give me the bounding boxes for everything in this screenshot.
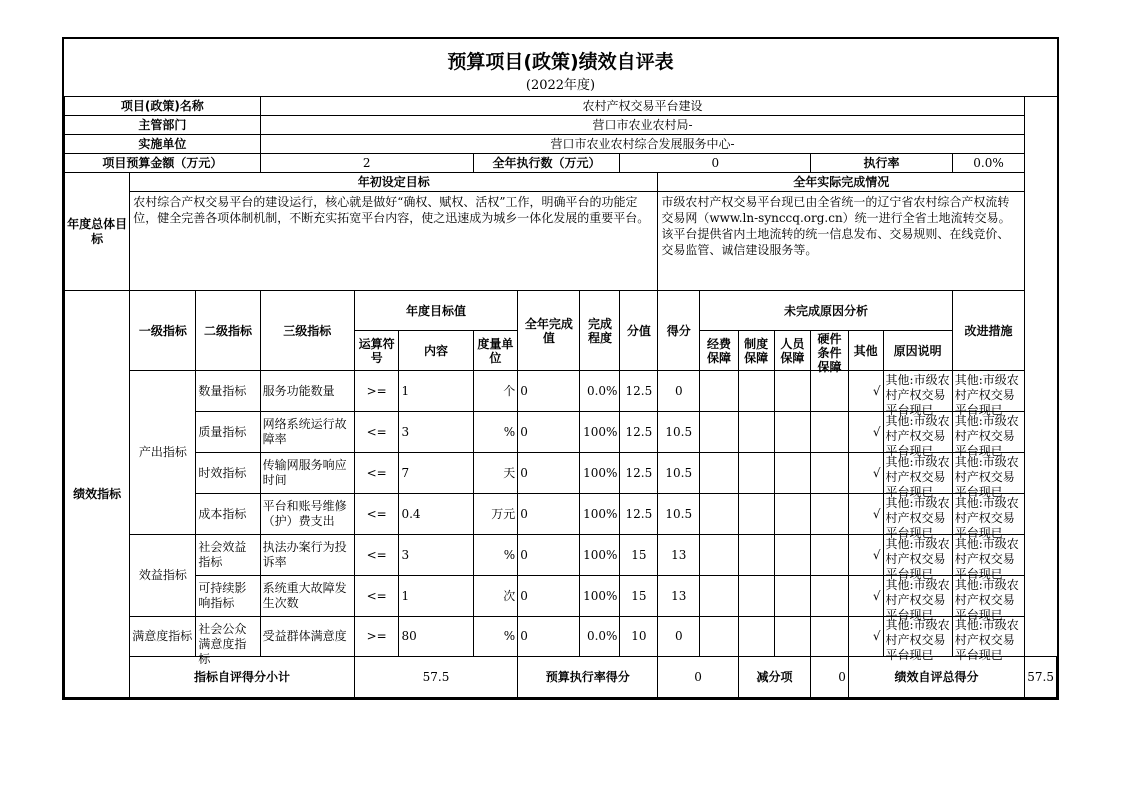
header-reasons: 未完成原因分析 (700, 291, 953, 331)
degree-cell: 100% (580, 494, 620, 535)
content-cell: 1 (399, 371, 473, 412)
check-mark: √ (848, 371, 883, 412)
header-hardware: 硬件条件保障 (811, 331, 849, 371)
system-cell (738, 412, 774, 453)
content-cell: 3 (399, 535, 473, 576)
explain-cell: 其他:市级农村产权交易平台现已 (883, 412, 952, 453)
improve-cell: 其他:市级农村产权交易平台现已 (952, 617, 1025, 657)
table-row (65, 576, 1057, 617)
unit-cell: 天 (473, 453, 518, 494)
improve-cell: 其他:市级农村产权交易平台现已 (952, 535, 1025, 576)
goals-section-label: 年度总体目标 (65, 173, 130, 291)
budget-score-value: 0 (658, 657, 738, 698)
system-cell (738, 576, 774, 617)
operator-cell: >= (354, 371, 399, 412)
level2-cell: 可持续影响指标 (196, 576, 260, 617)
explain-cell: 其他:市级农村产权交易平台现已 (883, 535, 952, 576)
actual-cell: 0 (518, 412, 580, 453)
content-cell: 7 (399, 453, 473, 494)
exec-label: 全年执行数（万元） (473, 154, 620, 173)
explain-cell: 其他:市级农村产权交易平台现已 (883, 371, 952, 412)
subtotal-label: 指标自评得分小计 (130, 657, 355, 698)
degree-cell: 100% (580, 535, 620, 576)
degree-cell: 100% (580, 453, 620, 494)
degree-cell: 0.0% (580, 617, 620, 657)
score-cell: 13 (658, 535, 700, 576)
unit-cell: % (473, 617, 518, 657)
table-row (65, 453, 1057, 494)
actual-cell: 0 (518, 576, 580, 617)
staff-cell (774, 576, 811, 617)
hardware-cell (811, 535, 849, 576)
score-cell: 10.5 (658, 453, 700, 494)
funding-cell (700, 535, 739, 576)
hardware-cell (811, 617, 849, 657)
header-operator: 运算符号 (354, 331, 399, 371)
header-score-value: 分值 (620, 291, 658, 371)
score-cell: 13 (658, 576, 700, 617)
check-mark: √ (848, 617, 883, 657)
header-actual: 全年完成值 (518, 291, 580, 371)
degree-cell: 100% (580, 412, 620, 453)
level3-cell: 网络系统运行故障率 (260, 412, 354, 453)
header-content: 内容 (399, 331, 473, 371)
rate-value: 0.0% (952, 154, 1025, 173)
unit-cell: % (473, 535, 518, 576)
unit: 营口市农业农村综合发展服务中心- (260, 135, 1025, 154)
header-funding: 经费保障 (700, 331, 739, 371)
header-explain: 原因说明 (883, 331, 952, 371)
level3-cell: 受益群体满意度 (260, 617, 354, 657)
improve-cell: 其他:市级农村产权交易平台现已 (952, 576, 1025, 617)
score-cell: 10.5 (658, 494, 700, 535)
hardware-cell (811, 576, 849, 617)
group-satisfaction: 满意度指标 (130, 617, 196, 657)
sheet-title: 预算项目(政策)绩效自评表 (447, 51, 674, 73)
funding-cell (700, 576, 739, 617)
sheet-subtitle: (2022年度) (525, 78, 596, 93)
operator-cell: >= (354, 617, 399, 657)
score-cell: 10.5 (658, 412, 700, 453)
deduct-value: 0 (811, 657, 849, 698)
actual-cell: 0 (518, 617, 580, 657)
total-value: 57.5 (1025, 657, 1057, 698)
score-cell: 0 (658, 371, 700, 412)
content-cell: 1 (399, 576, 473, 617)
score-value-cell: 15 (620, 535, 658, 576)
content-cell: 3 (399, 412, 473, 453)
staff-cell (774, 412, 811, 453)
budget-amount: 2 (260, 154, 473, 173)
explain-cell: 其他:市级农村产权交易平台现已 (883, 453, 952, 494)
explain-cell: 其他:市级农村产权交易平台现已 (883, 494, 952, 535)
dept: 营口市农业农村局- (260, 116, 1025, 135)
group-benefit: 效益指标 (130, 535, 196, 617)
header-level1: 一级指标 (130, 291, 196, 371)
unit-cell: 万元 (473, 494, 518, 535)
title-area (64, 39, 1057, 97)
initial-goal-header: 年初设定目标 (130, 173, 658, 192)
improve-cell: 其他:市级农村产权交易平台现已 (952, 412, 1025, 453)
actual-cell: 0 (518, 494, 580, 535)
header-staff: 人员保障 (774, 331, 811, 371)
header-score: 得分 (658, 291, 700, 371)
actual-cell: 0 (518, 535, 580, 576)
level3-cell: 系统重大故障发生次数 (260, 576, 354, 617)
unit-label: 实施单位 (65, 135, 261, 154)
total-label: 绩效自评总得分 (848, 657, 1024, 698)
operator-cell: <= (354, 576, 399, 617)
hardware-cell (811, 371, 849, 412)
budget-label: 项目预算金额（万元） (65, 154, 261, 173)
staff-cell (774, 371, 811, 412)
score-value-cell: 12.5 (620, 371, 658, 412)
dept-label: 主管部门 (65, 116, 261, 135)
check-mark: √ (848, 453, 883, 494)
staff-cell (774, 535, 811, 576)
score-value-cell: 10 (620, 617, 658, 657)
perf-section-label: 绩效指标 (65, 291, 130, 698)
level2-cell: 社会公众满意度指标 (196, 617, 260, 657)
system-cell (738, 371, 774, 412)
unit-cell: 个 (473, 371, 518, 412)
funding-cell (700, 453, 739, 494)
staff-cell (774, 617, 811, 657)
explain-cell: 其他:市级农村产权交易平台现已 (883, 576, 952, 617)
actual-goal-header: 全年实际完成情况 (658, 173, 1025, 192)
level3-cell: 传输网服务响应时间 (260, 453, 354, 494)
system-cell (738, 453, 774, 494)
unit-cell: 次 (473, 576, 518, 617)
funding-cell (700, 412, 739, 453)
operator-cell: <= (354, 412, 399, 453)
staff-cell (774, 494, 811, 535)
header-level2: 二级指标 (196, 291, 260, 371)
self-evaluation-sheet (62, 37, 1059, 700)
level3-cell: 执法办案行为投诉率 (260, 535, 354, 576)
unit-cell: % (473, 412, 518, 453)
funding-cell (700, 371, 739, 412)
system-cell (738, 494, 774, 535)
system-cell (738, 617, 774, 657)
funding-cell (700, 617, 739, 657)
operator-cell: <= (354, 453, 399, 494)
staff-cell (774, 453, 811, 494)
hardware-cell (811, 494, 849, 535)
check-mark: √ (848, 576, 883, 617)
table-row (65, 494, 1057, 535)
score-value-cell: 12.5 (620, 453, 658, 494)
actual-goal-text: 市级农村产权交易平台现已由全省统一的辽宁省农村综合产权流转交易网（www.ln-synccq.org.cn）统一进行全省土地流转交易。该平台提供省内土地流转的统一信息发布、交易规则、在线竞价、交易监管、诚信建设服务等。 (658, 192, 1025, 291)
degree-cell: 100% (580, 576, 620, 617)
level2-cell: 成本指标 (196, 494, 260, 535)
table-row (65, 617, 1057, 657)
hardware-cell (811, 412, 849, 453)
header-improve: 改进措施 (952, 291, 1025, 371)
group-output: 产出指标 (130, 371, 196, 535)
table-row (65, 412, 1057, 453)
deduct-label: 减分项 (738, 657, 810, 698)
score-cell: 0 (658, 617, 700, 657)
rate-label: 执行率 (811, 154, 953, 173)
improve-cell: 其他:市级农村产权交易平台现已 (952, 494, 1025, 535)
funding-cell (700, 494, 739, 535)
improve-cell: 其他:市级农村产权交易平台现已 (952, 371, 1025, 412)
level2-cell: 质量指标 (196, 412, 260, 453)
project-name-label: 项目(政策)名称 (65, 97, 261, 116)
header-other: 其他 (848, 331, 883, 371)
actual-cell: 0 (518, 453, 580, 494)
evaluation-table (64, 96, 1057, 698)
header-system: 制度保障 (738, 331, 774, 371)
table-row (65, 371, 1057, 412)
level2-cell: 数量指标 (196, 371, 260, 412)
operator-cell: <= (354, 494, 399, 535)
budget-score-label: 预算执行率得分 (518, 657, 658, 698)
exec-amount: 0 (620, 154, 811, 173)
hardware-cell (811, 453, 849, 494)
table-row (65, 535, 1057, 576)
initial-goal-text: 农村综合产权交易平台的建设运行，核心就是做好“确权、赋权、活权”工作，明确平台的功能定位，健全完善各项体制机制，不断充实拓宽平台内容，使之迅速成为城乡一体化发展的重要平台。 (130, 192, 658, 291)
level3-cell: 服务功能数量 (260, 371, 354, 412)
score-value-cell: 15 (620, 576, 658, 617)
level3-cell: 平台和账号维修（护）费支出 (260, 494, 354, 535)
header-target: 年度目标值 (354, 291, 517, 331)
operator-cell: <= (354, 535, 399, 576)
level2-cell: 社会效益指标 (196, 535, 260, 576)
score-value-cell: 12.5 (620, 494, 658, 535)
degree-cell: 0.0% (580, 371, 620, 412)
header-unit: 度量单位 (473, 331, 518, 371)
system-cell (738, 535, 774, 576)
header-degree: 完成程度 (580, 291, 620, 371)
header-level3: 三级指标 (260, 291, 354, 371)
level2-cell: 时效指标 (196, 453, 260, 494)
subtotal-value: 57.5 (354, 657, 517, 698)
improve-cell: 其他:市级农村产权交易平台现已 (952, 453, 1025, 494)
check-mark: √ (848, 535, 883, 576)
content-cell: 0.4 (399, 494, 473, 535)
actual-cell: 0 (518, 371, 580, 412)
score-value-cell: 12.5 (620, 412, 658, 453)
content-cell: 80 (399, 617, 473, 657)
project-name: 农村产权交易平台建设 (260, 97, 1025, 116)
check-mark: √ (848, 412, 883, 453)
check-mark: √ (848, 494, 883, 535)
explain-cell: 其他:市级农村产权交易平台现已 (883, 617, 952, 657)
